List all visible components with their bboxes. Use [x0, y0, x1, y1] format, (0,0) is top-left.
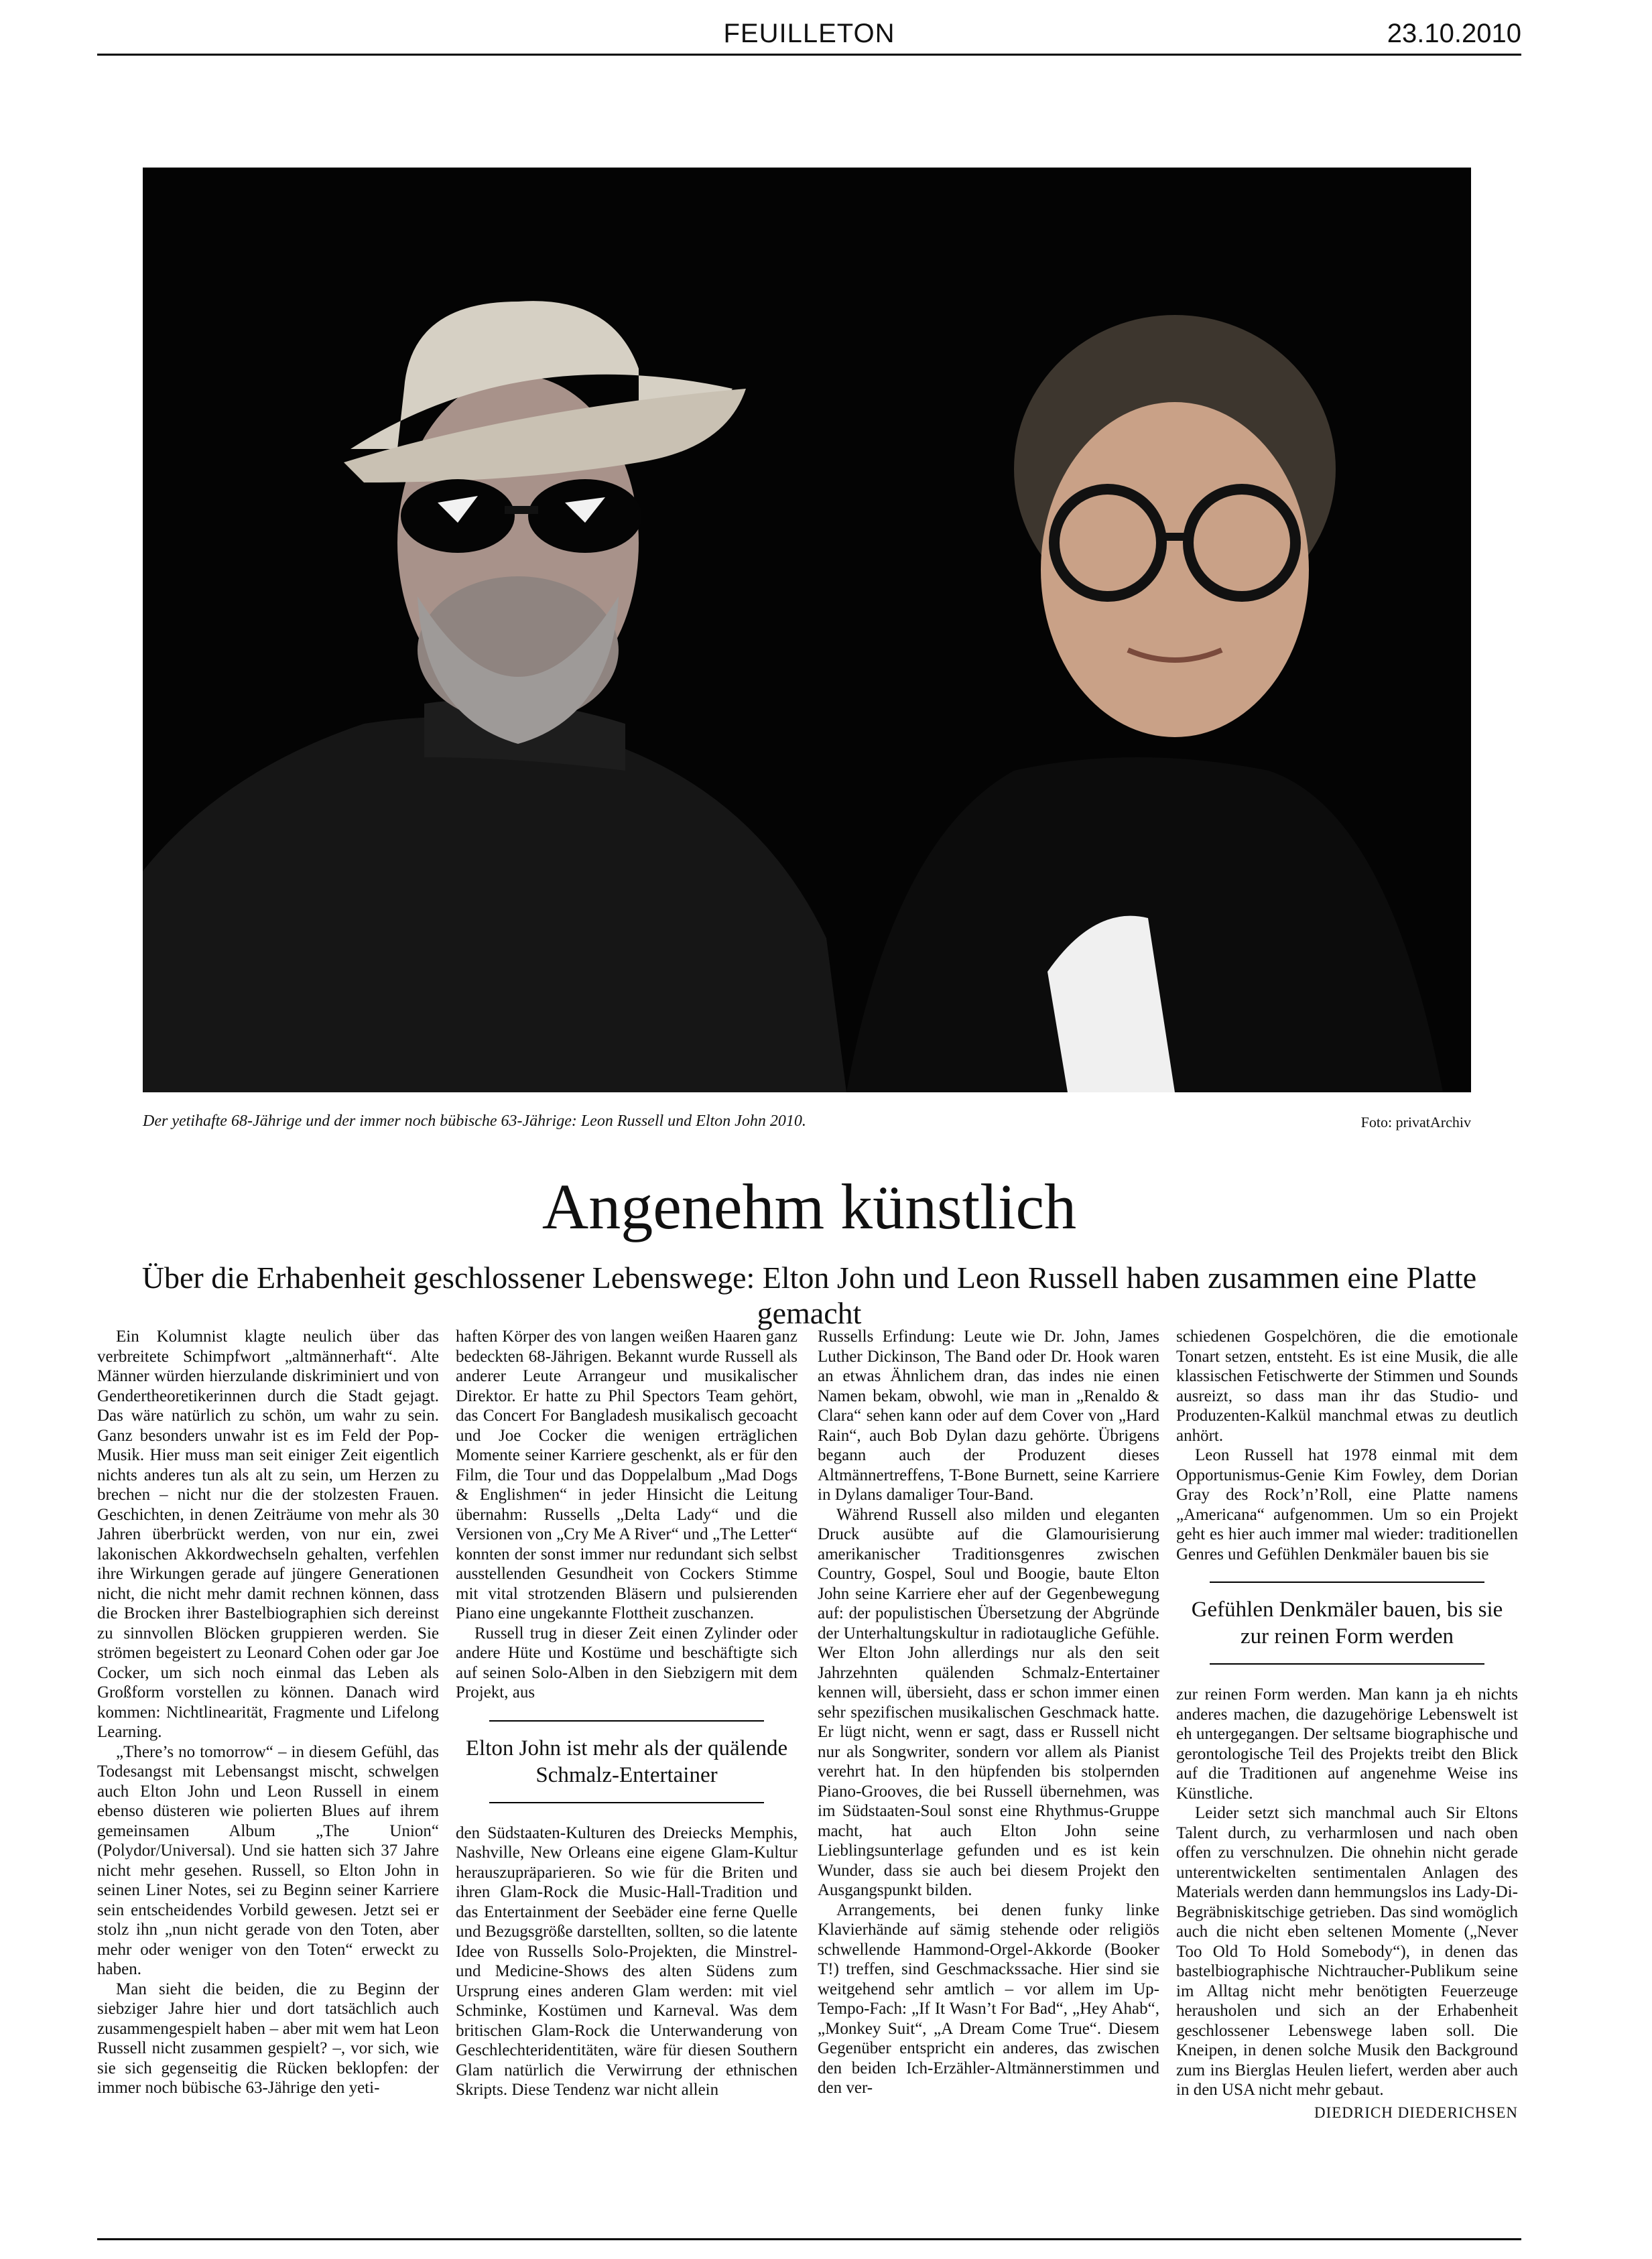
author-byline: DIEDRICH DIEDERICHSEN	[1314, 2104, 1518, 2121]
paragraph: Russell trug in dieser Zeit einen Zylinder oder andere Hüte und Kostüme und beschäftigte sich auf seinen Solo-Alben in den Siebzigern mit dem Projekt, aus	[456, 1624, 798, 1701]
article-column-1	[97, 1327, 439, 2098]
photo-illustration	[143, 168, 1471, 1092]
paragraph: Leon Russell hat 1978 einmal mit dem Opportunismus-Genie Kim Fowley, dem Dorian Gray des Rock’n’Roll, eine Platte namens „Americana“ aufgenommen. Um so ein Projekt geht es hier auch immer mal wieder: traditionellen Genres und Gefühlen Denkmäler bauen bis sie	[1176, 1446, 1518, 1563]
article-column-2	[456, 1327, 798, 2100]
pull-quote	[456, 1720, 798, 1803]
divider	[1210, 1663, 1484, 1665]
paragraph: Ein Kolumnist klagte neulich über das verbreitete Schimpfwort „altmännerhaft“. Alte Männer würden hierzulande diskriminiert und von Gendertheoretikerinnen durch die Stadt gejagt. Das wäre natürlich zu schön, um wahr zu sein. Ganz besonders unwahr ist es im Feld der Pop-Musik. Hier muss man seit einiger Zeit eigentlich nichts anderes tun als alt zu sein, um Herzen zu brechen – nicht nur die der stolzesten Frauen. Geschichten, in denen Zeiträume von mehr als 30 Jahren überbrückt werden, von nur ein, zwei lakonischen Akkordwechseln gehalten, verfehlen ihre Wirkungen gerade auf jüngere Generationen nicht, die nicht mehr damit rechnen können, dass die Brocken ihrer Bastelbiographien sich dereinst zu sinnvollen Blöcken gruppieren werden. Sie strömen begeistert zu Leonard Cohen oder gar Joe Cocker, um sich noch einmal das Leben als Großform vorstellen zu können. Danach wird kommen: Nichtlinearität, Fragmente und Lifelong Learning.	[97, 1328, 439, 1741]
paragraph: zur reinen Form werden. Man kann ja eh nichts anderes machen, die dazugehörige Lebenswelt ist eh untergegangen. Der seltsame biographische und gerontologische Teil des Projekts treibt den Blick auf die Traditionen auf angenehme Weise ins Künstliche.	[1176, 1685, 1518, 1803]
photo-credit: Foto: privatArchiv	[1360, 1114, 1471, 1131]
paragraph: Man sieht die beiden, die zu Beginn der siebziger Jahre hier und dort tatsächlich auch zusammengespielt haben – aber mit wem hat Leon Russell nicht zusammen gespielt? –, vor sich, wie sie sich gegenseitig die Rücken beklopfen: der immer noch bübische 63-Jährige den yeti-	[97, 1980, 439, 2097]
paragraph: Leider setzt sich manchmal auch Sir Eltons Talent durch, zu verharmlosen und nach oben offen zu verschnulzen. Die ohnehin nicht gerade unterentwickelten sentimentalen Anlagen des Materials werden dann hemmungslos ins Lady-Di-Begräbniskitschige getrieben. Das sind womöglich auch die nicht eben seltenen Momente („Never Too Old To Hold Somebody“), in denen das bastelbiographische Nichtraucher-Publikum seine im Alltag nicht mehr benötigten Feuerzeuge herausholen und sich an der Erhabenheit geschlossener Lebenswege laben soll. Die Kneipen, in denen solche Musik den Background zum ins Bierglas Heulen liefert, werden aber auch in den USA nicht mehr gebaut.	[1176, 1804, 1518, 2099]
pull-quote-text: Elton John ist mehr als der quälende Schmalz-Entertainer	[465, 1736, 788, 1787]
pull-quote	[1176, 1582, 1518, 1665]
pull-quote-text: Gefühlen Denkmäler bauen, bis sie zur reinen Form werden	[1191, 1598, 1503, 1649]
footer-divider	[97, 2238, 1521, 2240]
article-photo	[143, 168, 1471, 1092]
paragraph: Während Russell also milden und eleganten Druck ausübte auf die Glamourisierung amerikanischer Traditionsgenres zwischen Country, Gospel, Soul und Boogie, baute Elton John seine Karriere eher auf der Gegenbewegung auf: der populistischen Übersetzung der Abgründe der Unterhaltungskultur in radiotaugliche Gefühle. Wer Elton John allerdings nur als den seit Jahrzehnten quälenden Schmalz-Entertainer kennen will, übersieht, dass er schon immer einen sehr spezifischen musikalischen Geschmack hatte. Er lügt nicht, wenn er sagt, dass er Russell nicht nur als Songwriter, sondern vor allem als Pianist verehrt hat. In den hüpfenden bis stolpernden Piano-Grooves, die bei Russell übernehmen, was im Südstaaten-Soul sonst eine Rhythmus-Gruppe macht, hat auch Elton John seine Lieblingsunterlage gefunden und es ist kein Wunder, dass sie auch bei diesem Projekt den Ausgangspunkt bilden.	[818, 1505, 1159, 1899]
paragraph: den Südstaaten-Kulturen des Dreiecks Memphis, Nashville, New Orleans eine eigene Glam-Kultur herauszupräparieren. So wie für die Briten und ihren Glam-Rock die Music-Hall-Tradition und das Entertainment der Seebäder eine ferne Quelle und Bezugsgröße darstellten, sollten, so die latente Idee von Russells Solo-Projekten, die Minstrel- und Medicine-Shows des alten Südens zum Ursprung eines anderen Glam werden: mit viel Schminke, Kostümen und Karneval. Was dem britischen Glam-Rock die Unterwanderung von Geschlechteridentitäten, wäre für diesen Southern Glam natürlich die Verwirrung der ethnischen Skripts. Diese Tendenz war nicht allein	[456, 1823, 798, 2099]
paragraph: haften Körper des von langen weißen Haaren ganz bedeckten 68-Jährigen. Bekannt wurde Russell als anderer Leute Arrangeur und musikalischer Direktor. Er hatte zu Phil Spectors Team gehört, das Concert For Bangladesh musikalisch gecoacht und Joe Cocker die wenigen erträglichen Momente seiner Karriere geschenkt, als er für den Film, die Tour und das Doppelalbum „Mad Dogs & Englishmen“ in jeder Hinsicht die Leitung übernahm: Russells „Delta Lady“ und die Versionen von „Cry Me A River“ und „The Letter“ konnten der sonst immer nur redundant sich selbst ausstellenden Gesundheit von Cockers Stimme mit vital strotzenden Bläsern und pulsierenden Piano eine ungekannte Flottheit zuschanzen.	[456, 1328, 798, 1622]
right-face	[1041, 402, 1309, 737]
paragraph: Arrangements, bei denen funky linke Klavierhände auf sämig stehende oder religiös schwellende Hammond-Orgel-Akkorde (Booker T!) treffen, sind Geschmackssache. Hier sind sie weitgehend sehr amtlich – vor allem im Up-Tempo-Fach: „If It Wasn’t For Bad“, „Hey Ahab“, „Monkey Suit“, „A Dream Come True“. Diesem Gegenüber entspricht ein anderes, das zwischen den beiden Ich-Erzähler-Altmännerstimmen und den ver-	[818, 1900, 1159, 2097]
divider	[489, 1802, 764, 1803]
paragraph: schiedenen Gospelchören, die die emotionale Tonart setzen, entsteht. Es ist eine Musik, die alle klassischen Fetischwerte der Stimmen und Sounds ausreizt, so dass man ihr das Studio- und Produzenten-Kalkül manchmal etwas zu deutlich anhört.	[1176, 1328, 1518, 1445]
issue-date: 23.10.2010	[1387, 19, 1521, 48]
page-header	[97, 19, 1521, 56]
photo-caption: Der yetihafte 68-Jährige und der immer noch bübische 63-Jährige: Leon Russell und Elton John 2010.	[143, 1112, 806, 1130]
article-column-3	[818, 1327, 1159, 2098]
headline: Angenehm künstlich	[542, 1171, 1077, 1242]
paragraph: „There’s no tomorrow“ – in diesem Gefühl, das Todesangst mit Lebensangst mischt, schwelgen auch Elton John und Leon Russell in einem ebenso düsteren wie polierten Blues auf ihrem gemeinsamen Album „The Union“ (Polydor/Universal). Und sie hatten sich 37 Jahre nicht mehr gesehen. Russell, so Elton John in seinen Liner Notes, sei zu Beginn seiner Karriere sein entscheidendes Vorbild gewesen. Jetzt sei er stolz ihn „nun nicht gerade von den Toten, aber mehr oder weniger von den Toten“ erweckt zu haben.	[97, 1742, 439, 1978]
section-title: FEUILLETON	[723, 19, 895, 48]
paragraph: Russells Erfindung: Leute wie Dr. John, James Luther Dickinson, The Band oder Dr. Hook waren an etwas Ähnlichem dran, das indes nie einen Namen bekam, obwohl, wie man in „Renaldo & Clara“ sehen kann oder auf dem Cover von „Hard Rain“, auch Bob Dylan dazu gehörte. Übrigens begann auch der Produzent dieses Altmännertreffens, T-Bone Burnett, seine Karriere in Dylans damaliger Tour-Band.	[818, 1328, 1159, 1504]
article-column-4	[1176, 1327, 1518, 2122]
divider	[1210, 1582, 1484, 1583]
divider	[489, 1720, 764, 1722]
subheadline: Über die Erhabenheit geschlossener Lebenswege: Elton John und Leon Russell haben zusammen eine Platte gemacht	[141, 1261, 1477, 1330]
